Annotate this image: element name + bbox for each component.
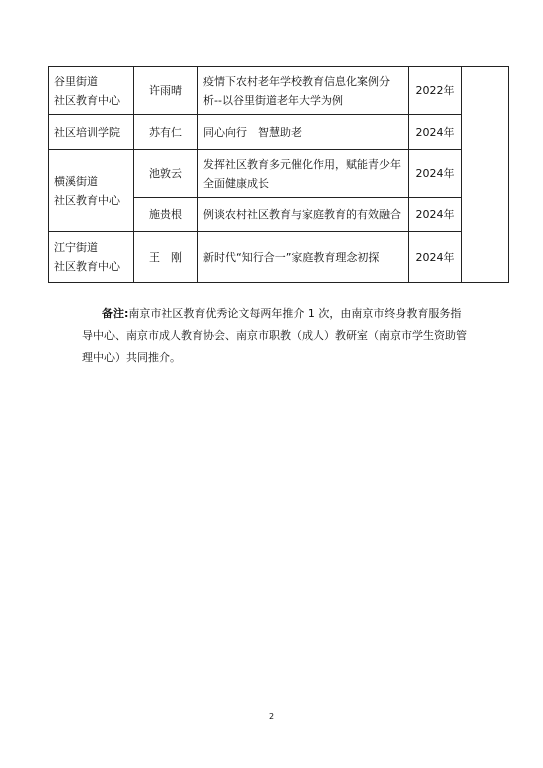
table-row xyxy=(49,150,509,198)
year-cell: 2024年 xyxy=(409,198,462,232)
unit-cell: 社区培训学院 xyxy=(49,115,134,150)
year-cell: 2024年 xyxy=(409,232,462,283)
awards-table xyxy=(48,66,509,283)
unit-name-line: 社区教育中心 xyxy=(54,193,120,207)
author-cell: 王 刚 xyxy=(134,232,198,283)
table-row xyxy=(49,115,509,150)
unit-name-line: 社区教育中心 xyxy=(54,260,120,273)
unit-name-line: 横溪街道 xyxy=(54,174,98,188)
author-cell: 苏有仁 xyxy=(134,115,198,150)
table-row xyxy=(49,232,509,283)
author-cell: 施贵根 xyxy=(134,198,198,232)
unit-name-line: 江宁街道 xyxy=(54,241,98,254)
unit-cell xyxy=(49,232,134,283)
paper-title-cell: 发挥社区教育多元催化作用，赋能青少年全面健康成长 xyxy=(198,150,409,198)
table-row xyxy=(49,67,509,115)
year-cell: 2024年 xyxy=(409,115,462,150)
footnote-text: 南京市社区教育优秀论文每两年推介 1 次，由南京市终身教育服务指导中心、南京市成人教育协会、南京市职教（成人）教研室（南京市学生资助管理中心）共同推介。 xyxy=(82,307,467,364)
blank-column-cell xyxy=(462,67,509,283)
unit-cell xyxy=(49,150,134,232)
paper-title-cell: 新时代“知行合一”家庭教育理念初探 xyxy=(198,232,409,283)
author-cell: 许雨晴 xyxy=(134,67,198,115)
unit-name-line: 谷里街道 xyxy=(54,74,98,88)
footnote-label: 备注: xyxy=(102,307,129,320)
paper-title-cell: 例谈农村社区教育与家庭教育的有效融合 xyxy=(198,198,409,232)
page-number: 2 xyxy=(268,712,275,721)
paper-title-cell: 疫情下农村老年学校教育信息化案例分析--以谷里街道老年大学为例 xyxy=(198,67,409,115)
footnote xyxy=(82,303,470,369)
paper-title-cell: 同心向行 智慧助老 xyxy=(198,115,409,150)
unit-name-line: 社区教育中心 xyxy=(54,93,120,107)
year-cell: 2022年 xyxy=(409,67,462,115)
year-cell: 2024年 xyxy=(409,150,462,198)
unit-cell xyxy=(49,67,134,115)
author-cell: 池敦云 xyxy=(134,150,198,198)
